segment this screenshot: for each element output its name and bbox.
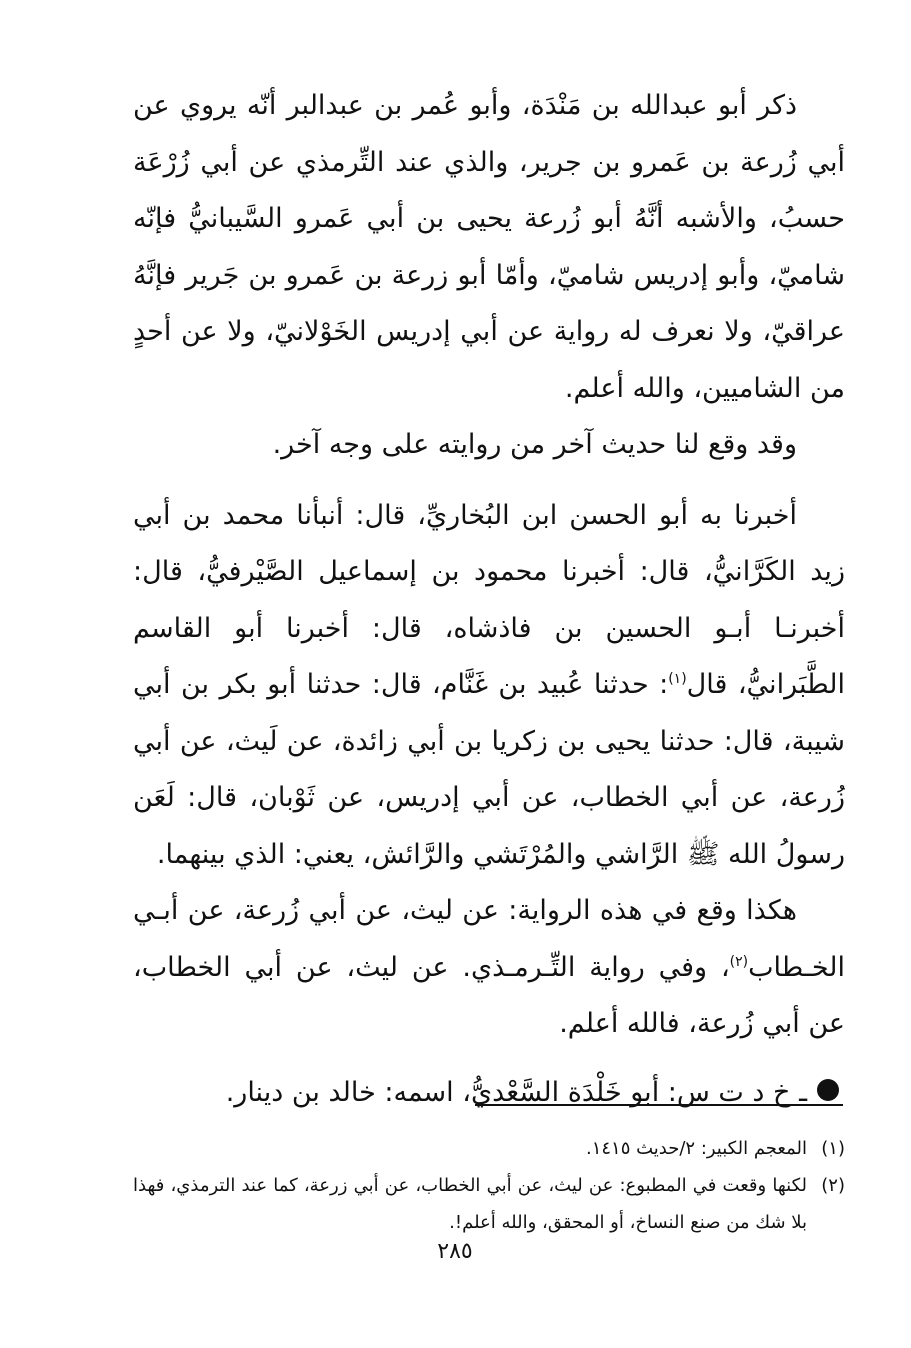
footnote-number: (٢) [821,1175,845,1196]
comment-text-end: ، وفي رواية التِّـرمـذي. عن ليث، عن أبي الخطاب، عن أبي زُرعة، فالله أعلم. [133,951,845,1039]
footnote-divider [475,1104,843,1106]
footnote-ref-2[interactable]: (٢) [729,953,749,970]
paragraph-hadith-chain [133,488,845,884]
page-number: ٢٨٥ [437,1239,473,1264]
narrator-entry [133,1065,845,1122]
entry-dash: ـ [799,1076,807,1108]
paragraph-another-hadith-note: وقد وقع لنا حديث آخر من روايته على وجه آخر. [272,429,797,460]
paragraph-narration-comment [133,883,845,1053]
entry-narrator-name: أبو خَلْدَة السَّعْديُّ، اسمه: خالد بن دينار. [225,1076,660,1108]
hadith-text-start: أخبرنا به أبو الحسن ابن البُخاريِّ، قال: أنبأنا محمد بن أبي زيد الكَرَّانيُّ، قال: أخبرنا محمود بن إسماعيل الصَّيْرفيُّ، قال: أخبرنـا أبـو الحسين بن فاذشاه، قال: أخبرنا أبو القاسم الطَّبَرانيُّ، قال [133,499,845,700]
footnote-2 [133,1167,845,1241]
footnote-text: المعجم الكبير: ٢/حديث ١٤١٥. [585,1138,807,1159]
footnote-number: (١) [821,1138,845,1159]
footnotes [133,1130,845,1241]
entry-source-code: خ د ت س: [667,1076,791,1108]
comment-text-start: هكذا وقع في هذه الرواية: عن ليث، عن أبي زُرعة، عن أبـي الخـطاب [133,895,845,983]
footnote-1 [133,1130,845,1167]
footnote-ref-1[interactable]: (١) [668,671,687,687]
hadith-text-end: : حدثنا عُبيد بن غَنَّام، قال: حدثنا أبو بكر بن أبي شيبة، قال: حدثنا يحيى بن زكريا بن أبي زائدة، عن لَيث، عن أبي زُرعة، عن أبي الخطاب، عن أبي إدريس، عن ثَوْبان، قال: لَعَن رسولُ الله ﷺ الرَّاشي والمُرْتَشي والرَّائش، يعني: الذي بينهما. [133,669,845,870]
footnote-text: لكنها وقعت في المطبوع: عن ليث، عن أبي الخطاب، عن أبي زرعة، كما عند الترمذي، فهذا بلا شك من صنع النساخ، أو المحقق، والله أعلم!. [133,1175,807,1233]
main-text [133,78,845,1121]
paragraph-commentary: ذكر أبو عبدالله بن مَنْدَة، وأبو عُمر بن عبدالبر أنّه يروي عن أبي زُرعة بن عَمرو بن جرير، والذي عند التِّرمذي عن أبي زُرْعَة حسبُ، والأشبه أنَّهُ أبو زُرعة يحيى بن أبي عَمرو السَّيبانيُّ فإنّه شاميّ، وأبو إدريس شاميّ، وأمّا أبو زرعة بن عَمرو بن جَرير فإنَّهُ عراقيّ، ولا نعرف له رواية عن أبي إدريس الخَوْلانيّ، ولا عن أحدٍ من الشاميين، والله أعلم. [133,90,845,404]
bullet-icon [817,1079,839,1101]
